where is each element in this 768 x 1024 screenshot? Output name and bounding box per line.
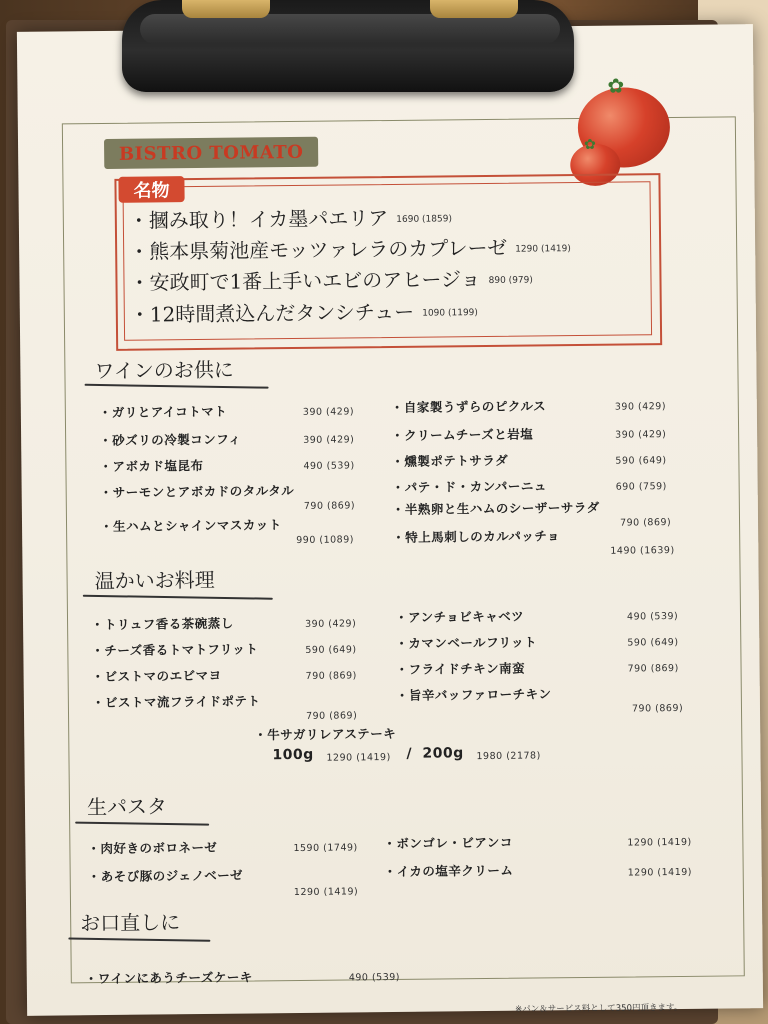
- special-item-name: ・安政町で1番上手いエビのアヒージョ: [129, 267, 481, 295]
- menu-item-name: ・半熟卵と生ハムのシーザーサラダ: [391, 499, 600, 517]
- menu-item-name: ・牛サガリレアステーキ: [254, 725, 397, 743]
- menu-item-price: 1590 (1749): [293, 842, 358, 855]
- menu-item-price: 1290 (1419): [326, 752, 391, 764]
- menu-item-price: 1980 (2178): [476, 750, 541, 763]
- menu-item-price: 590 (649): [305, 644, 357, 656]
- section-title-dessert: お口直しに: [80, 910, 181, 936]
- tomato-stem-icon: ✿: [583, 136, 596, 153]
- menu-item-name: ・フライドチキン南蛮: [395, 660, 526, 677]
- menu-item-price: 590 (649): [627, 636, 679, 649]
- menu-item-name: ・生ハムとシャインマスカット: [99, 517, 282, 535]
- section-title-pasta: 生パスタ: [86, 794, 168, 820]
- menu-item-price: 490 (539): [303, 460, 355, 472]
- special-item: [130, 295, 478, 328]
- menu-item-name: ・ビストマのエビマヨ: [91, 667, 222, 685]
- special-item-price: 1690 (1859): [396, 213, 453, 225]
- tomato-stem-icon: ✿: [607, 73, 625, 98]
- steak-separator: /: [406, 745, 413, 762]
- special-item-name: ・12時間煮込んだタンシチュー: [129, 299, 415, 327]
- menu-item-name: ・自家製うずらのピクルス: [390, 398, 547, 415]
- menu-item-price: 490 (539): [348, 971, 401, 984]
- special-item-price: 1290 (1419): [515, 243, 571, 255]
- menu-item-price: 990 (1089): [296, 534, 355, 546]
- service-charge-footnote: ※パン＆サービス料として350円頂きます。: [515, 1002, 683, 1015]
- clip-highlight: [140, 14, 560, 44]
- clip-hinge: [430, 0, 518, 18]
- menu-item-name: ・サーモンとアボカドのタルタル: [99, 483, 295, 501]
- menu-item-price: 490 (539): [626, 610, 679, 623]
- steak-size: 100g: [272, 746, 314, 764]
- menu-item-price: 790 (869): [305, 670, 357, 682]
- special-item: [129, 262, 533, 295]
- steak-size: 200g: [422, 745, 464, 762]
- menu-item-name: ・ガリとアイコトマト: [98, 403, 228, 421]
- menu-item-name: ・砂ズリの冷製コンフィ: [99, 431, 242, 449]
- menu-item-price: 790 (869): [303, 500, 356, 512]
- menu-item-name: ・ビストマ流フライドポテト: [91, 693, 261, 711]
- menu-item-price: 390 (429): [615, 429, 667, 441]
- menu-item-price: 1290 (1419): [627, 866, 693, 879]
- menu-sheet: [17, 24, 763, 1016]
- menu-item-name: ・イカの塩辛クリーム: [383, 862, 514, 880]
- special-item-price: 1090 (1199): [422, 307, 478, 319]
- clip-hinge: [182, 0, 270, 18]
- menu-item-price: 1290 (1419): [627, 836, 692, 849]
- menu-item-price: 390 (429): [614, 401, 667, 413]
- menu-item-price: 390 (429): [305, 618, 357, 630]
- menu-item-price: 790 (869): [631, 702, 684, 715]
- menu-item-name: ・アボカド塩昆布: [99, 457, 204, 475]
- menu-item-price: 390 (429): [303, 434, 355, 446]
- special-item-price: 890 (979): [488, 274, 533, 286]
- menu-item-price: 390 (429): [302, 406, 355, 418]
- special-item-name: ・摑み取り！イカ墨パエリア: [128, 206, 389, 233]
- menu-item-name: ・チーズ香るトマトフリット: [91, 641, 259, 659]
- menu-item-name: ・ワインにあうチーズケーキ: [84, 969, 253, 987]
- section-title-warm: 温かいお料理: [94, 567, 215, 594]
- menu-item-name: ・カマンベールフリット: [395, 634, 538, 651]
- menu-item-price: 790 (869): [619, 517, 672, 529]
- menu-item-price: 790 (869): [305, 710, 358, 722]
- menu-item-name: ・クリームチーズと岩塩: [391, 426, 534, 443]
- menu-item-price: 1290 (1419): [293, 886, 359, 899]
- menu-item-name: ・特上馬刺しのカルパッチョ: [392, 528, 561, 545]
- menu-item-name: ・ボンゴレ・ビアンコ: [383, 834, 513, 852]
- menu-item-name: ・旨辛バッファローチキン: [395, 686, 552, 703]
- special-item: [129, 231, 571, 265]
- menu-item-price: 1490 (1639): [610, 545, 675, 557]
- menu-item-name: ・パテ・ド・カンパーニュ: [391, 478, 547, 495]
- special-item: [129, 201, 452, 233]
- special-item-name: ・熊本県菊池産モッツァレラのカプレーゼ: [129, 235, 508, 264]
- menu-item-name: ・アンチョビキャベツ: [394, 608, 525, 625]
- menu-item-price: 590 (649): [615, 455, 667, 467]
- menu-item-price: 790 (869): [627, 662, 679, 675]
- menu-item-name: ・あそび豚のジェノベーゼ: [87, 867, 244, 885]
- section-title-wine: ワインのお供に: [94, 357, 234, 384]
- menu-item-name: ・トリュフ香る茶碗蒸し: [91, 615, 234, 633]
- specials-label: 名物: [118, 176, 184, 203]
- restaurant-name: BISTRO TOMATO: [118, 141, 304, 165]
- menu-item-price: 690 (759): [615, 481, 667, 493]
- menu-item-name: ・肉好きのボロネーゼ: [87, 839, 218, 857]
- menu-item-name: ・燻製ポテトサラダ: [391, 452, 509, 469]
- restaurant-logo: [104, 137, 318, 169]
